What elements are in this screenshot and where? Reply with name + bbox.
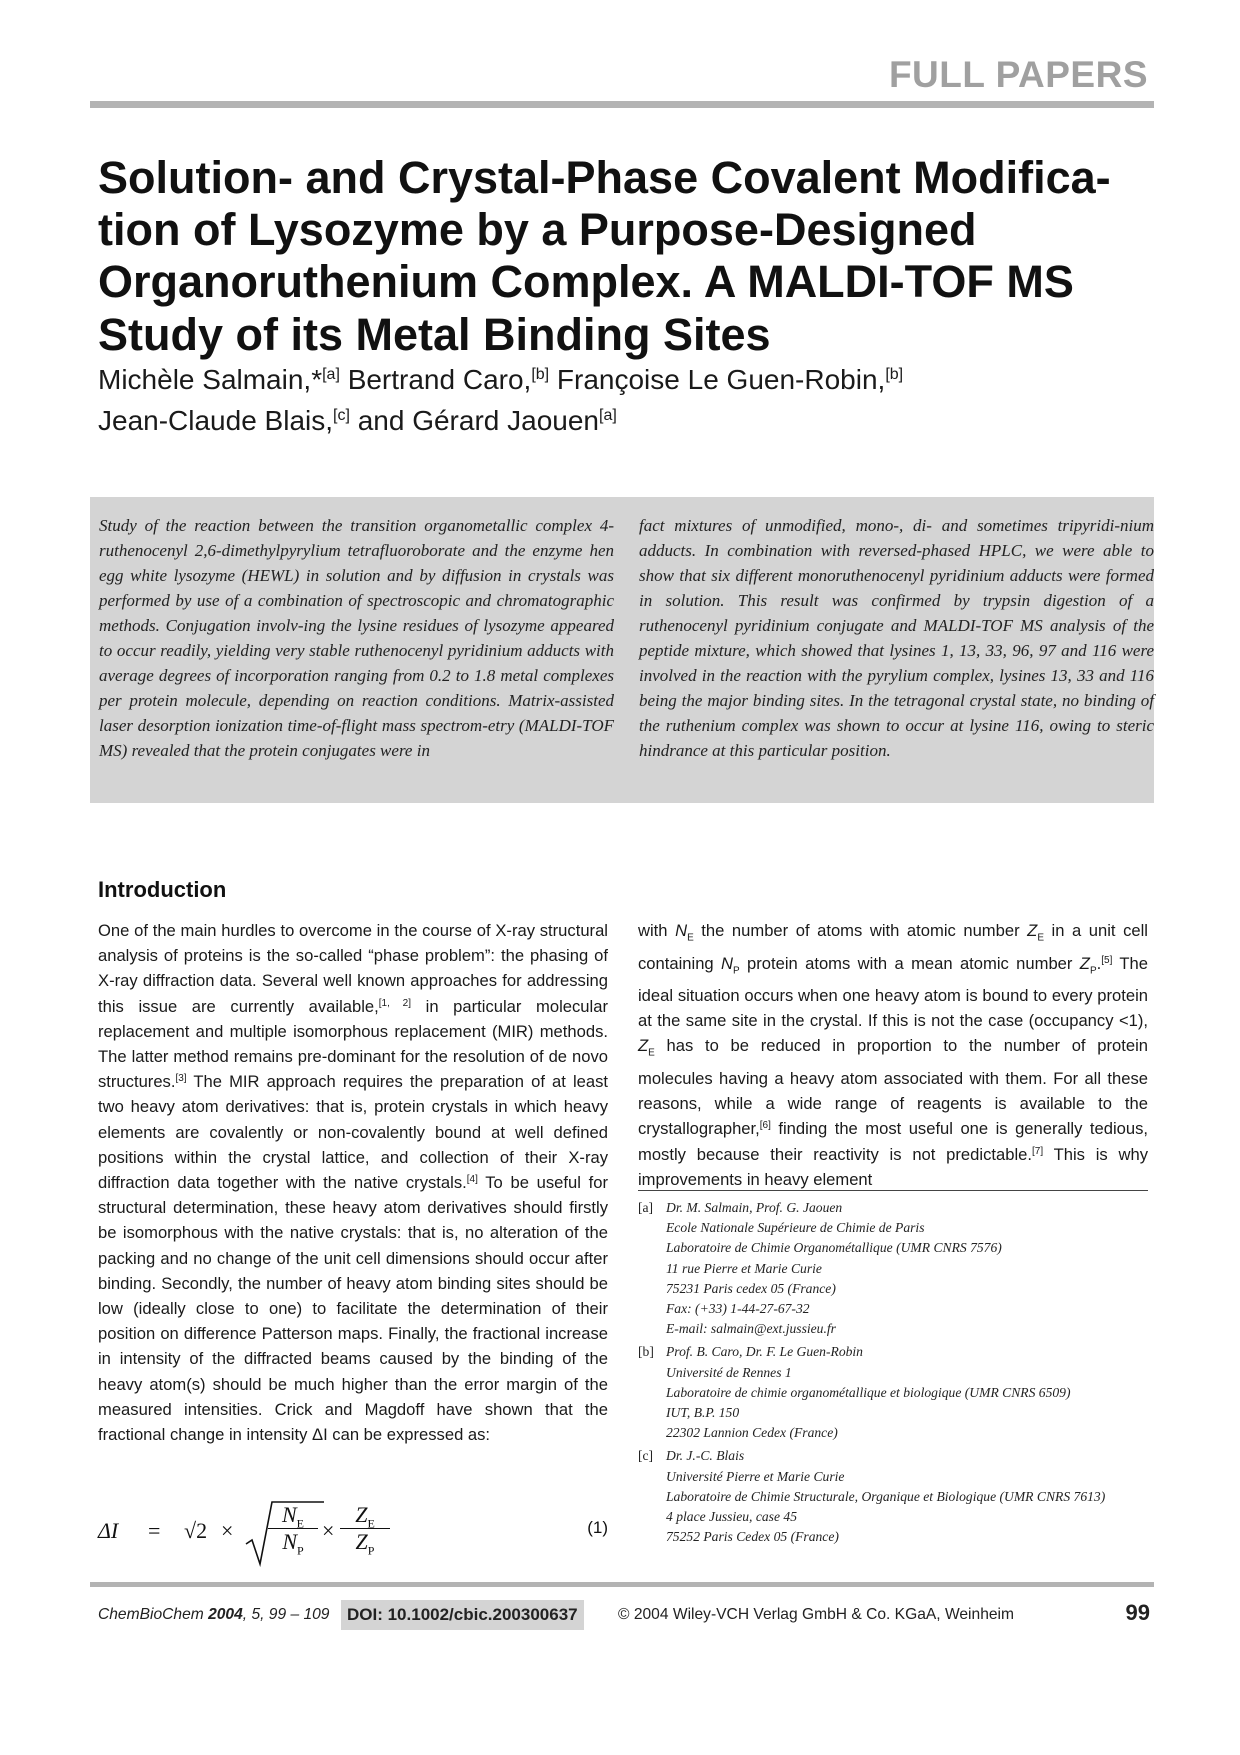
author-list xyxy=(98,360,1148,441)
citation-ref[interactable]: [4] xyxy=(466,1174,478,1186)
doi-badge: DOI: 10.1002/cbic.200300637 xyxy=(341,1600,584,1630)
author-separator xyxy=(549,364,557,395)
author-separator: and xyxy=(349,404,413,436)
footnote xyxy=(638,1446,1158,1547)
footnote-line: E-mail: salmain@ext.jussieu.fr xyxy=(666,1321,836,1337)
affiliation-footnotes xyxy=(638,1198,1158,1550)
math-variable: N xyxy=(721,953,733,973)
author-separator xyxy=(340,364,348,395)
footnote-line: Ecole Nationale Supérieure de Chimie de Paris xyxy=(666,1220,925,1236)
section-label: FULL PAPERS xyxy=(888,54,1148,95)
footnote-line: Fax: (+33) 1-44-27-67-32 xyxy=(666,1301,810,1317)
citation-ref[interactable]: [1, 2] xyxy=(378,997,412,1009)
citation-ref[interactable]: [3] xyxy=(175,1073,187,1085)
journal-citation: ChemBioChem 2004, 5, 99 – 109 xyxy=(98,1606,330,1623)
footnote-line: IUT, B.P. 150 xyxy=(666,1405,740,1421)
math-subscript: P xyxy=(1089,964,1097,976)
abstract-column-2: fact mixtures of unmodified, mono-, di- and sometimes tripyridi-nium adducts. In combination with reversed-phased HPLC, we were able to show that six different monoruthenocenyl pyridinium adducts were formed in solution. This result was confirmed by trypsin digestion of a ruthenocenyl pyridinium conjugate and MALDI-TOF MS analysis of the peptide mixture, which showed that lysines 1, 13, 33, 96, 97 and 116 were involved in the reaction with the pyrylium complex, lysines 13, 33 and 116 being the major binding sites. In the tetragonal crystal state, no binding of the ruthenium complex was shown to occur at lysine 116, owing to steric hindrance at this particular position. xyxy=(639,516,1154,760)
article-title: Solution- and Crystal-Phase Covalent Modifica-tion of Lysozyme by a Purpose-Designed Organoruthenium Complex. A MALDI-TOF MS Study of its Metal Binding Sites xyxy=(98,152,1111,360)
math-variable: N xyxy=(675,921,688,940)
footnote-line: Dr. J.-C. Blais xyxy=(666,1448,745,1464)
page-footer xyxy=(98,1600,1150,1632)
math-subscript: E xyxy=(687,932,694,944)
introduction-paragraph-2 xyxy=(638,918,1148,1192)
author-line xyxy=(98,401,1148,442)
equation-times-1: × xyxy=(221,1518,234,1543)
affiliation-mark: [b] xyxy=(531,366,550,383)
fraction-n-numerator: $N_E$ xyxy=(268,1502,318,1529)
text-run: This is why improvements in heavy element xyxy=(638,1144,1149,1189)
author-name: Jean-Claude Blais, xyxy=(98,404,334,436)
footnote-line: Prof. B. Caro, Dr. F. Le Guen-Robin xyxy=(666,1344,863,1360)
copyright-notice: © 2004 Wiley-VCH Verlag GmbH & Co. KGaA, Weinheim xyxy=(618,1606,1014,1623)
footnote-mark: [b] xyxy=(638,1344,654,1360)
header-rule xyxy=(90,101,1154,108)
footnote-line: 4 place Jussieu, case 45 xyxy=(666,1509,797,1525)
fraction-z-denominator: $Z_P$ xyxy=(355,1529,375,1558)
text-run: One of the main hurdles to overcome in the course of X-ray structural analysis of proteins is the so-called “phase problem”: the phasing of X-ray diffraction data. Several well known approaches for addressing this issue are currently available, xyxy=(98,921,608,1016)
footnote-line: 22302 Lannion Cedex (France) xyxy=(666,1425,838,1441)
footnote-line: 11 rue Pierre et Marie Curie xyxy=(666,1260,822,1276)
text-run: finding the most useful one is generally tedious, mostly because their reactivity is not predictable. xyxy=(638,1119,1148,1164)
author-name: Bertrand Caro, xyxy=(347,364,532,395)
text-run: in a unit cell containing xyxy=(638,921,1148,973)
text-run: in particular molecular replacement and multiple isomorphous replacement (MIR) methods. The latter method remains pre-dominant for the resolution of de novo structures. xyxy=(98,996,608,1092)
text-run: To be useful for structural determination, these heavy atom derivatives should firstly be isomorphous with the native crystals: that is, no alteration of the packing and no change of the unit cell dimensions should occur after binding. Secondly, the number of heavy atom binding sites should be low (ideally close to one) to facilitate the determination of their position on difference Patterson maps. Finally, the fractional increase in intensity of the diffracted beams caused by the binding of the heavy atom(s) should be much higher than the error margin of the measured intensities. Crick and Magdoff have shown that the fractional change in intensity ΔI can be expressed as: xyxy=(98,1173,608,1445)
equation-equals: = xyxy=(148,1518,161,1543)
affiliation-mark: [a] xyxy=(322,366,340,383)
text-run: has to be reduced in proportion to the number of protein molecules having a heavy atom associated with them. For all these reasons, while a wide range of reagents is available to the crystallographer, xyxy=(638,1036,1148,1139)
citation-ref[interactable]: [5] xyxy=(1101,954,1113,966)
introduction-heading: Introduction xyxy=(98,877,227,902)
page-number: 99 xyxy=(1125,1600,1150,1625)
footnote-line: Dr. M. Salmain, Prof. G. Jaouen xyxy=(666,1200,843,1215)
footnote-line: Université de Rennes 1 xyxy=(666,1364,792,1380)
footnote xyxy=(638,1342,1158,1443)
text-run: protein atoms with a mean atomic number xyxy=(739,953,1080,973)
footnote-mark: [c] xyxy=(638,1448,654,1464)
math-variable: Z xyxy=(1027,921,1038,940)
introduction-paragraph-1 xyxy=(98,918,608,1447)
citation-ref[interactable]: [7] xyxy=(1031,1145,1044,1157)
footnote xyxy=(638,1198,1158,1339)
footnote-body xyxy=(666,1198,1002,1339)
footnote-line: Laboratoire de Chimie Organométallique (UMR CNRS 7576) xyxy=(666,1240,1002,1256)
author-name: Michèle Salmain,* xyxy=(98,364,323,395)
footnote-line: Université Pierre et Marie Curie xyxy=(666,1468,845,1484)
footnote-line: 75231 Paris cedex 05 (France) xyxy=(666,1280,836,1296)
math-variable: Z xyxy=(638,1036,649,1056)
math-subscript: E xyxy=(1037,932,1044,944)
equation-1 xyxy=(98,1502,608,1568)
math-subscript: P xyxy=(733,964,740,976)
fraction-z-numerator: $Z_E$ xyxy=(340,1502,390,1529)
equation-fraction-z xyxy=(340,1502,390,1558)
footnote-body xyxy=(666,1342,1071,1443)
body-column-right xyxy=(638,918,1148,1192)
footnote-line: 75252 Paris Cedex 05 (France) xyxy=(666,1529,839,1545)
citation-ref[interactable]: [6] xyxy=(759,1120,771,1132)
text-run: . xyxy=(1096,953,1102,973)
footer-rule xyxy=(90,1582,1154,1587)
footnote-line: Laboratoire de Chimie Structurale, Organique et Biologique (UMR CNRS 7613) xyxy=(666,1488,1106,1504)
abstract xyxy=(90,497,1154,803)
abstract-column-1: Study of the reaction between the transition organometallic complex 4-ruthenocenyl 2,6-dimethylpyrylium tetrafluoroborate and the enzyme hen egg white lysozyme (HEWL) in solution and by diffusion in crystals was performed by use of a combination of spectroscopic and chromatographic methods. Conjugation involv-ing the lysine residues of lysozyme appeared to occur readily, yielding very stable ruthenocenyl pyridinium adducts with average degrees of incorporation ranging from 0.2 to 1.8 metal complexes per protein molecule, depending on reaction conditions. Matrix-assisted laser desorption ionization time-of-flight mass spectrom-etry (MALDI-TOF MS) revealed that the protein conjugates were in xyxy=(99,516,614,760)
fraction-n-denominator: $N_P$ xyxy=(282,1529,304,1558)
math-subscript: E xyxy=(648,1047,655,1059)
footnote-mark: [a] xyxy=(638,1200,654,1215)
text-run: The ideal situation occurs when one heavy atom is bound to every protein at the same site in the crystal. If this is not the case (occupancy <1), xyxy=(638,953,1149,1031)
equation-number: (1) xyxy=(587,1518,608,1537)
author-name: Gérard Jaouen xyxy=(412,404,599,436)
footnote-body xyxy=(666,1446,1105,1547)
author-name: Françoise Le Guen-Robin, xyxy=(556,364,886,395)
equation-sqrt-two: √2 xyxy=(184,1518,208,1543)
footnote-line: Laboratoire de chimie organométallique et biologique (UMR CNRS 6509) xyxy=(666,1384,1071,1400)
text-run: The MIR approach requires the preparation of at least two heavy atom derivatives: that is, protein crystals in which heavy elements are covalently or non-covalently bound at well defined positions within the crystal lattice, and collection of their X-ray diffraction data together with the native crystals. xyxy=(98,1072,608,1193)
affiliation-mark: [b] xyxy=(885,366,904,383)
affiliation-mark: [c] xyxy=(333,406,350,424)
math-variable: Z xyxy=(1079,953,1090,973)
text-run: the number of atoms with atomic number xyxy=(693,921,1028,940)
equation-times-2: × xyxy=(322,1518,335,1543)
text-run: with xyxy=(638,921,676,940)
footnote-rule xyxy=(638,1190,1148,1191)
author-line xyxy=(98,360,1148,401)
affiliation-mark: [a] xyxy=(599,406,617,424)
equation-fraction-n xyxy=(268,1502,318,1558)
body-column-left xyxy=(98,918,608,1447)
equation-lhs: ΔI xyxy=(98,1518,119,1543)
